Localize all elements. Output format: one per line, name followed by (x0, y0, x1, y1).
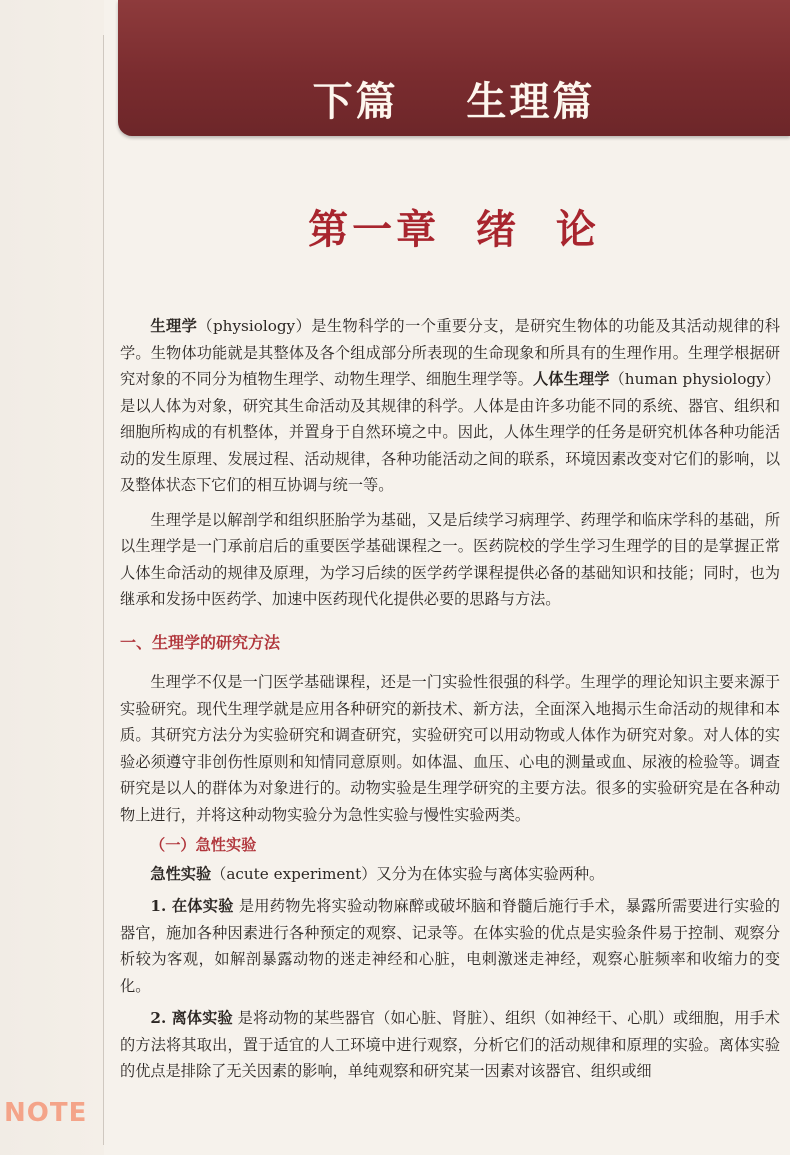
term-human-physiology: 人体生理学 (533, 370, 610, 388)
term-in-vitro: 2. 离体实验 (150, 1009, 233, 1027)
page-margin (0, 0, 104, 1155)
paragraph-in-vivo (120, 893, 780, 999)
part-title: 下篇 生理篇 (312, 78, 596, 125)
paragraph-text: 是用药物先将实验动物麻醉或破坏脑和脊髓后施行手术，暴露所需要进行实验的器官，施加各种因素进行各种预定的观察、记录等。在体实验的优点是实验条件易于控制、观察分析较为客观，如解剖暴露动物的迷走神经和心脏，电刺激迷走神经，观察心脏频率和收缩力的变化。 (120, 897, 780, 995)
paragraph-text: （acute experiment）又分为在体实验与离体实验两种。 (211, 864, 605, 883)
chapter-title: 第一章 绪 论 (308, 206, 600, 253)
body-text (120, 313, 780, 1085)
paragraph-text: 是将动物的某些器官（如心脏、肾脏）、组织（如神经干、心肌）或细胞，用手术的方法将其取出，置于适宜的人工环境中进行观察，分析它们的活动规律和原理的实验。离体实验的优点是排除了无关因素的影响，单纯观察和研究某一因素对该器官、组织或细 (120, 1009, 780, 1080)
paragraph-in-vitro (120, 1005, 780, 1085)
term-in-vivo: 1. 在体实验 (150, 897, 234, 915)
paragraph-purpose: 生理学是以解剖学和组织胚胎学为基础，又是后续学习病理学、药理学和临床学科的基础，所以生理学是一门承前启后的重要医学基础课程之一。医药院校的学生学习生理学的目的是掌握正常人体生命活动的规律及原理，为学习后续的医学药学课程提供必备的基础知识和技能；同时，也为继承和发扬中医药学、加速中医药现代化提供必要的思路与方法。 (120, 510, 780, 608)
subsection-heading: （一）急性实验 (150, 836, 257, 854)
paragraph-methods: 生理学不仅是一门医学基础课程，还是一门实验性很强的科学。生理学的理论知识主要来源于实验研究。现代生理学就是应用各种研究的新技术、新方法，全面深入地揭示生命活动的规律和本质。其研究方法分为实验研究和调查研究，实验研究可以用动物或人体作为研究对象。对人体的实验必须遵守非创伤性原则和知情同意原则。如体温、血压、心电的测量或血、尿液的检验等。调查研究是以人的群体为对象进行的。动物实验是生理学研究的主要方法。很多的实验研究是在各种动物上进行，并将这种动物实验分为急性实验与慢性实验两类。 (120, 673, 780, 824)
paragraph-acute (120, 861, 780, 888)
note-margin-label: NOTE (4, 1098, 88, 1128)
term-acute-experiment: 急性实验 (150, 864, 212, 883)
part-banner (118, 0, 790, 136)
paragraph-text: （physiology）是生物科学的一个重要分支，是研究生物体的功能及其活动规律的科学。生物体功能就是其整体及各个组成部分所表现的生命现象和所具有的生理作用。生理学根据研究对象的不同分为植物生理学、动物生理学、细胞生理学等。 (120, 317, 780, 388)
paragraph-intro (120, 313, 780, 499)
paragraph-text: （human physiology）是以人体为对象，研究其生命活动及其规律的科学。人体是由许多功能不同的系统、器官、组织和细胞所构成的有机整体，并置身于自然环境之中。因此，人体生理学的任务是研究机体各种功能活动的发生原理、发展过程、活动规律，各种功能活动之间的联系，环境因素改变对它们的影响，以及整体状态下它们的相互协调与统一等。 (120, 370, 781, 494)
section-heading: 一、生理学的研究方法 (120, 632, 281, 652)
term-physiology: 生理学 (150, 317, 198, 335)
margin-rule (103, 35, 104, 1145)
